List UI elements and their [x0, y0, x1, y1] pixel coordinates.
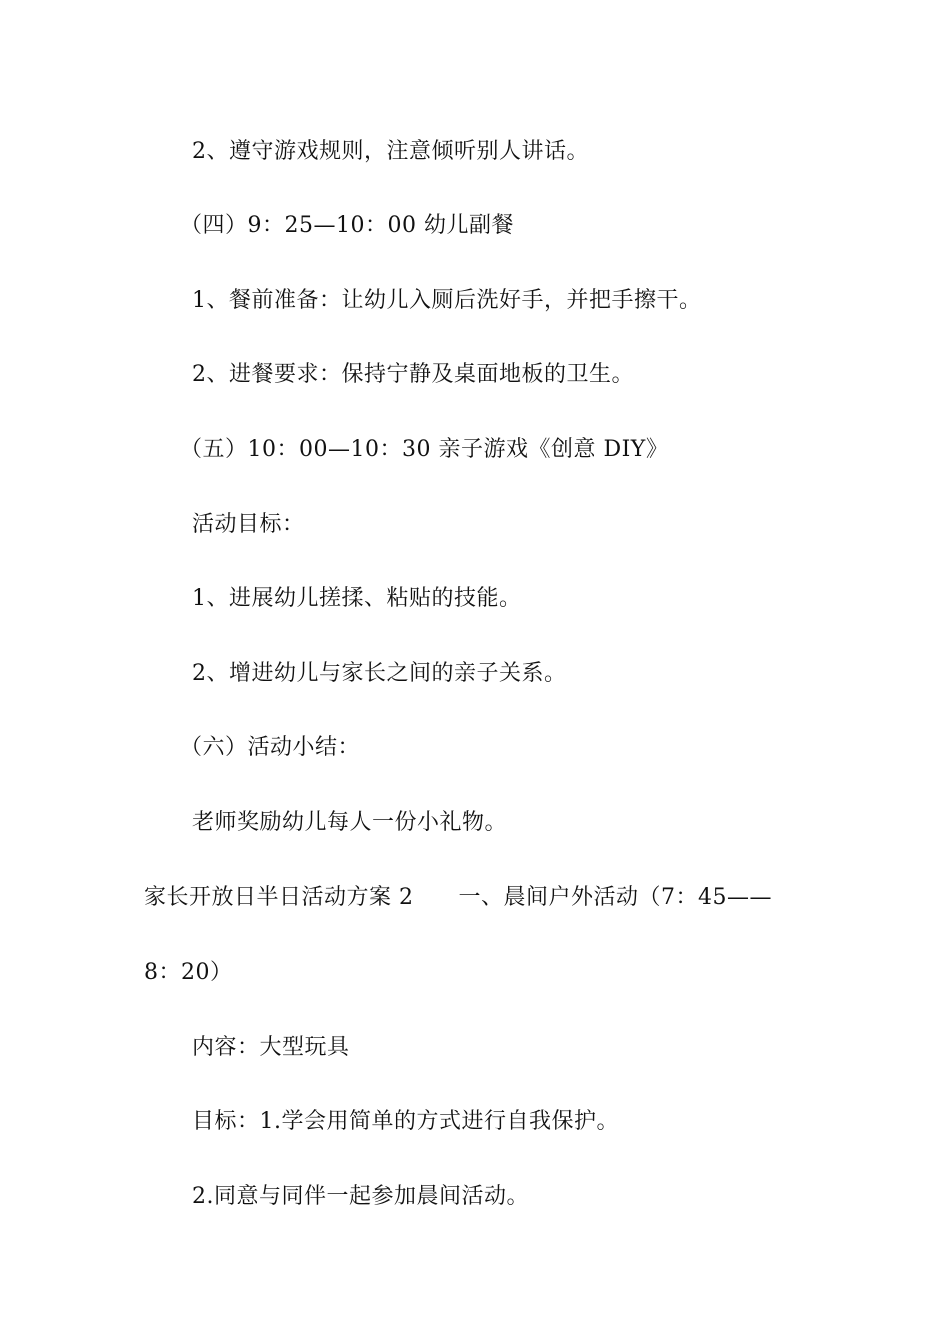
paragraph-goal-self-protection: 目标：1.学会用简单的方式进行自我保护。	[192, 1109, 619, 1134]
paragraph-goal-skills: 1、进展幼儿搓揉、粘贴的技能。	[192, 586, 522, 611]
plan-title-line: 家长开放日半日活动方案 2 一、晨间户外活动（7：45——	[144, 885, 772, 910]
plan-title-continuation: 8：20）	[144, 960, 233, 985]
paragraph-goal-relationship: 2、增进幼儿与家长之间的亲子关系。	[192, 661, 567, 686]
section-heading-summary: （六）活动小结：	[180, 735, 361, 760]
paragraph-activity-goals-label: 活动目标：	[192, 512, 305, 537]
paragraph-content: 内容：大型玩具	[192, 1035, 350, 1060]
paragraph-goal-morning-activity: 2.同意与同伴一起参加晨间活动。	[192, 1184, 529, 1209]
section-heading-parent-child-game: （五）10：00—10：30 亲子游戏《创意 DIY》	[180, 437, 669, 462]
section-heading-snack: （四）9：25—10：00 幼儿副餐	[180, 213, 514, 238]
paragraph-rule-listening: 2、遵守游戏规则，注意倾听别人讲话。	[192, 139, 589, 164]
paragraph-meal-requirements: 2、进餐要求：保持宁静及桌面地板的卫生。	[192, 362, 634, 387]
paragraph-meal-prep: 1、餐前准备：让幼儿入厕后洗好手，并把手擦干。	[192, 288, 702, 313]
paragraph-teacher-reward: 老师奖励幼儿每人一份小礼物。	[192, 810, 508, 835]
